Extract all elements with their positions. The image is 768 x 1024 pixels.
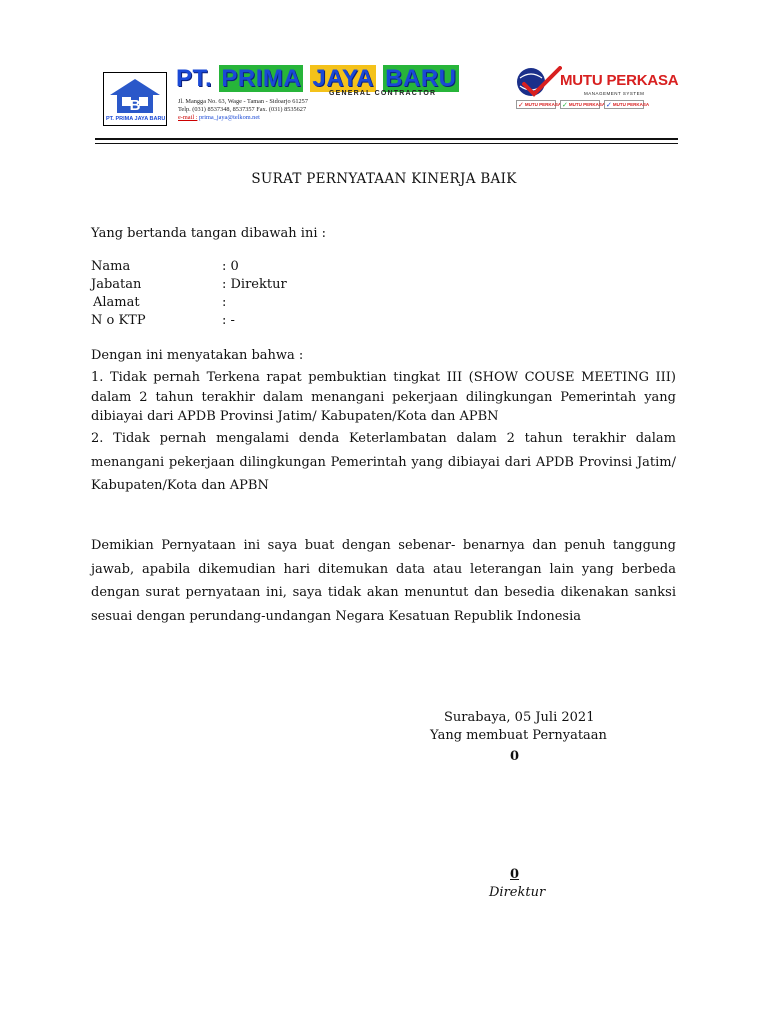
company-name [176,66,459,92]
check-icon: ✓ [606,100,612,109]
certification-badges [516,100,650,109]
field-label-jabatan: Jabatan [91,277,142,292]
company-word-jaya: JAYA [312,65,374,92]
statement-point-2: 2. Tidak pernah mengalami denda Keterlambatan dalam 2 tahun terakhir dalam menangani pekerjaan dilingkungan Pemerintah yang dibiayai dari APDB Provinsi Jatim/ Kabupaten/Kota dan APBN [91,431,676,493]
company-phone: Telp. (031) 8537348, 8537357 Fax. (031) 8535627 [178,106,307,113]
field-label-alamat: Alamat [93,295,140,310]
signature-name-top: 0 [510,749,520,764]
company-logo [103,72,167,126]
company-prefix: PT. [176,65,213,92]
email-label: e-mail : [178,114,198,121]
certification-badge: ✓ MUTU PERKASA [562,100,606,109]
closing-paragraph: Demikian Pernyataan ini saya buat dengan sebenar- benarnya dan penuh tanggung jawab, apabila dikemudian hari ditemukan data atau leterangan lain yang berbeda dengan surat pernyataan ini, saya tidak akan menuntut dan besedia dikenakan sanksi sesuai dengan perundang-undangan Negara Kesatuan Republik Indonesia [91,538,676,624]
certification-brand: MUTU PERKASA [560,72,679,89]
field-value-ktp: : - [222,313,235,328]
company-word-prima: PRIMA [221,65,302,92]
document-title: SURAT PERNYATAAN KINERJA BAIK [251,171,517,187]
statement-intro: Dengan ini menyatakan bahwa : [91,348,304,363]
field-value-jabatan: : Direktur [222,277,287,292]
email-value: prima_jaya@telkom.net [199,114,260,121]
field-label-nama: Nama [91,259,131,274]
check-icon: ✓ [518,100,524,109]
signature-position: Direktur [489,885,546,900]
svg-text:B: B [129,97,141,114]
signature-name: 0 [510,867,520,882]
signature-maker-label: Yang membuat Pernyataan [430,728,607,743]
field-label-ktp: N o KTP [91,313,146,328]
check-icon: ✓ [562,100,568,109]
field-value-alamat: : [222,295,227,310]
intro-text: Yang bertanda tangan dibawah ini : [91,226,326,241]
company-tagline: GENERAL CONTRACTOR [329,90,437,97]
statement-point-1: 1. Tidak pernah Terkena rapat pembuktian tingkat III (SHOW COUSE MEETING III) dalam 2 tahun terakhir dalam menangani pekerjaan dilingkungan Pemerintah yang dibiayai dari APDB Provinsi Jatim/ Kabupaten/Kota dan APBN [91,370,676,424]
certification-badge: ✓ MUTU PERKASA [518,100,562,109]
company-address: Jl. Mangga No. 63, Wage - Taman - Sidoarjo 61257 [178,98,308,105]
certification-subtitle: MANAGEMENT SYSTEM [584,91,645,96]
letterhead-divider [95,138,678,144]
certification-badge: ✓ MUTU PERKASA [606,100,650,109]
field-value-nama: : 0 [222,259,239,274]
globe-check-icon [514,66,562,100]
signature-place-date: Surabaya, 05 Juli 2021 [444,710,595,725]
company-word-baru: BARU [385,65,457,92]
logo-caption: PT. PRIMA JAYA BARU [106,116,166,122]
company-email-line [178,114,260,122]
